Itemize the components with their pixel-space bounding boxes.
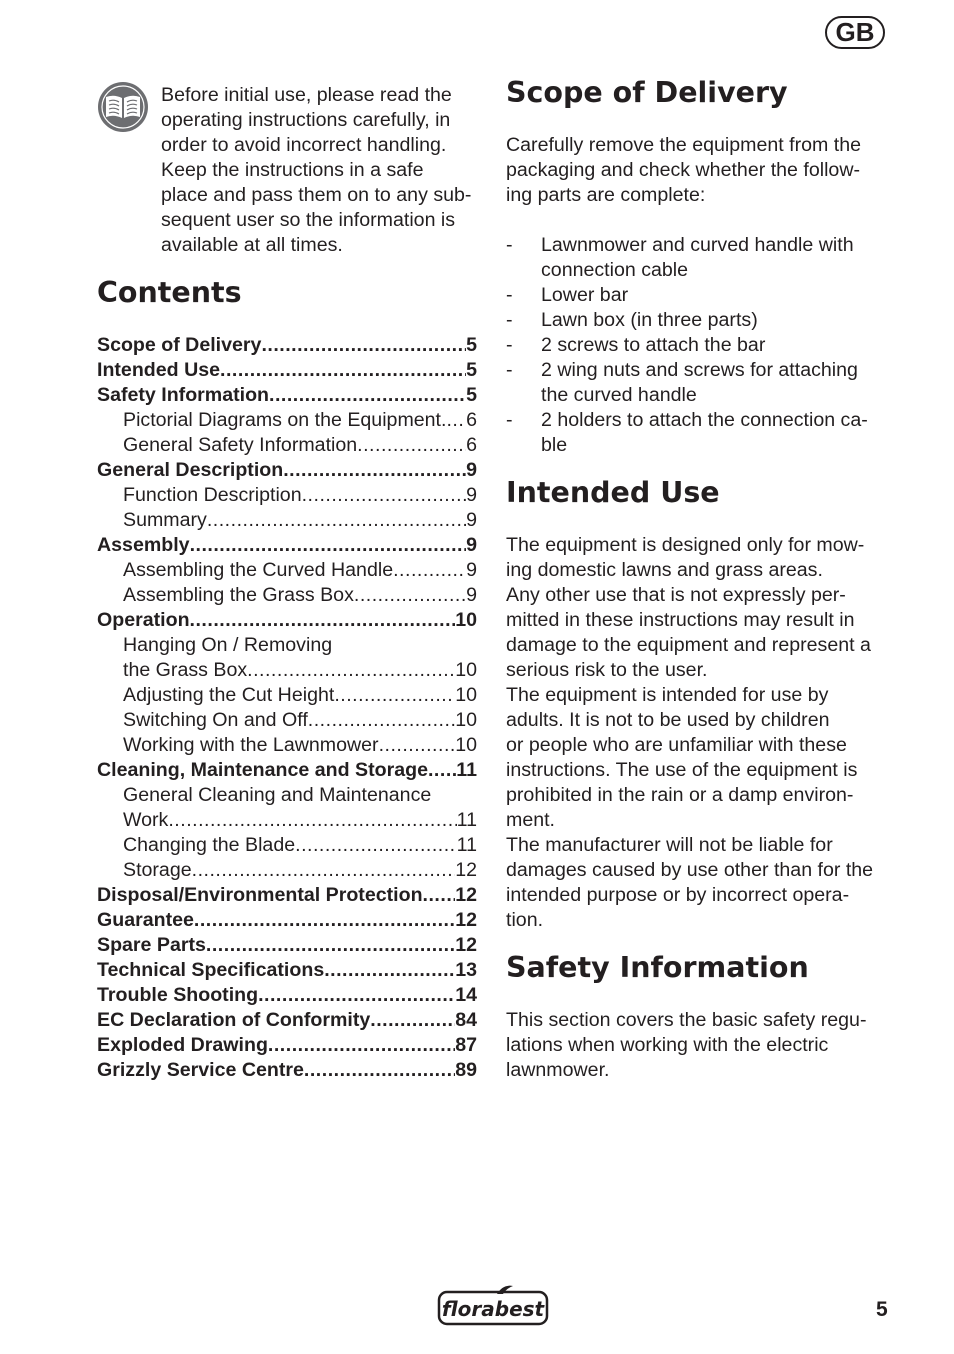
toc-leader-dots (261, 333, 466, 358)
toc-entry-page: 9 (466, 459, 477, 481)
toc-entry[interactable] (97, 683, 477, 708)
scope-list-item-line: connection cable (541, 259, 689, 281)
toc-leader-dots (258, 983, 455, 1008)
safety-line: lawnmower. (506, 1059, 610, 1081)
intended-use-line: prohibited in the rain or a damp environ- (506, 784, 854, 806)
intended-use-line: Any other use that is not expressly per- (506, 584, 846, 606)
toc-entry-title: Trouble Shooting (97, 984, 259, 1006)
intro-line: order to avoid incorrect handling. (161, 134, 447, 156)
intro-line: place and pass them on to any sub- (161, 184, 472, 206)
svg-text:florabest: florabest (441, 1297, 545, 1321)
intro-line: available at all times. (161, 234, 343, 256)
toc-entry-title: Disposal/Environmental Protection (97, 884, 423, 906)
toc-entry-title: Exploded Drawing (97, 1034, 268, 1056)
list-bullet-dash: - (506, 334, 513, 356)
intro-line: Keep the instructions in a safe (161, 159, 424, 181)
toc-entry-page: 12 (455, 884, 477, 906)
scope-list-item-text (541, 358, 858, 408)
toc-leader-dots (194, 908, 455, 933)
toc-entry-title: Intended Use (97, 359, 221, 381)
scope-list-item (506, 308, 906, 333)
toc-entry-title: Guarantee (97, 909, 194, 931)
scope-intro-line: packaging and check whether the follow- (506, 159, 860, 181)
toc-entry[interactable] (97, 933, 477, 958)
toc-entry-page: 9 (466, 484, 477, 506)
scope-list-item-line: 2 holders to attach the connection ca- (541, 409, 868, 431)
scope-list-item-text (541, 333, 765, 358)
toc-leader-dots (334, 683, 455, 708)
toc-entry-title: Function Description (123, 484, 302, 506)
toc-entry-page: 89 (455, 1059, 477, 1081)
scope-list-item (506, 283, 906, 308)
intended-use-line: damages caused by use other than for the (506, 859, 874, 881)
toc-entry[interactable] (97, 908, 477, 933)
scope-list-item (506, 358, 906, 408)
toc-entry[interactable] (97, 658, 477, 683)
toc-leader-dots (357, 433, 466, 458)
toc-entry-title: Pictorial Diagrams on the Equipment. (123, 409, 447, 431)
intended-use-line: ment. (506, 809, 556, 831)
toc-entry-page: 14 (455, 984, 477, 1006)
scope-list-item-line: Lawn box (in three parts) (541, 309, 758, 331)
intended-use-line: serious risk to the user. (506, 659, 708, 681)
toc-entry-title: Assembling the Grass Box (123, 584, 354, 606)
open-book-icon (97, 81, 149, 133)
toc-entry-title: Storage (123, 859, 192, 881)
toc-entry-page: 5 (466, 359, 477, 381)
scope-intro-line: ing parts are complete: (506, 184, 706, 206)
toc-entry[interactable] (97, 808, 477, 833)
scope-heading: Scope of Delivery (506, 76, 788, 109)
toc-entry[interactable] (97, 408, 477, 433)
scope-list-item (506, 233, 906, 283)
toc-entry[interactable] (97, 883, 477, 908)
toc-entry[interactable] (97, 983, 477, 1008)
toc-leader-dots (428, 758, 456, 783)
toc-entry-page: 11 (456, 834, 477, 856)
toc-entry-title: the Grass Box (123, 659, 248, 681)
toc-leader-dots (370, 1008, 455, 1033)
intended-use-line: mitted in these instructions may result in (506, 609, 855, 631)
toc-entry[interactable] (97, 558, 477, 583)
toc-leader-dots (190, 533, 467, 558)
toc-entry[interactable] (97, 1008, 477, 1033)
language-badge: GB (825, 16, 885, 49)
toc-entry-page: 10 (455, 659, 477, 681)
scope-item-list (506, 233, 906, 458)
intro-line: sequent user so the information is (161, 209, 456, 231)
toc-entry-page: 12 (455, 934, 477, 956)
intended-use-heading: Intended Use (506, 476, 720, 509)
safety-heading: Safety Information (506, 951, 809, 984)
toc-entry[interactable] (97, 958, 477, 983)
toc-entry-title: General Cleaning and Maintenance (123, 784, 432, 806)
toc-leader-dots (247, 658, 455, 683)
intended-use-line: tion. (506, 909, 544, 931)
scope-intro-line: Carefully remove the equipment from the (506, 134, 862, 156)
toc-entry-page: 10 (455, 684, 477, 706)
toc-leader-dots (423, 883, 456, 908)
toc-entry-title: Operation (97, 609, 190, 631)
toc-entry-title: Switching On and Off (123, 709, 308, 731)
toc-entry-title: Assembly (97, 534, 190, 556)
toc-entry[interactable] (97, 608, 477, 633)
toc-entry[interactable] (97, 633, 477, 658)
toc-entry-title: Assembling the Curved Handle (123, 559, 394, 581)
toc-entry-title: Safety Information (97, 384, 270, 406)
toc-entry-page: 5 (466, 384, 477, 406)
toc-leader-dots (207, 508, 466, 533)
list-bullet-dash: - (506, 284, 513, 306)
toc-leader-dots (393, 558, 466, 583)
scope-list-item (506, 408, 906, 458)
toc-leader-dots (268, 1033, 455, 1058)
toc-entry-page: 87 (455, 1034, 477, 1056)
toc-leader-dots (302, 483, 466, 508)
safety-line: lations when working with the electric (506, 1034, 829, 1056)
page-number: 5 (876, 1298, 888, 1321)
toc-leader-dots (206, 933, 455, 958)
intro-text (161, 83, 486, 258)
safety-text (506, 1008, 906, 1083)
toc-leader-dots (308, 708, 455, 733)
scope-list-item-text (541, 308, 758, 333)
toc-entry-page: 11 (456, 759, 477, 781)
toc-entry[interactable] (97, 1058, 477, 1083)
toc-entry[interactable] (97, 433, 477, 458)
toc-entry-page: 12 (455, 859, 477, 881)
toc-leader-dots (379, 733, 456, 758)
toc-leader-dots (192, 858, 456, 883)
toc-leader-dots (269, 383, 466, 408)
toc-entry-page: 11 (456, 809, 477, 831)
intended-use-line: The equipment is designed only for mow- (506, 534, 865, 556)
toc-entry-page: 13 (455, 959, 477, 981)
intended-use-line: The equipment is intended for use by (506, 684, 829, 706)
toc-entry-page: 9 (466, 534, 477, 556)
intended-use-line: adults. It is not to be used by children (506, 709, 830, 731)
intended-use-line: intended purpose or by incorrect opera- (506, 884, 850, 906)
toc-entry[interactable] (97, 758, 477, 783)
toc-entry-title: Work (123, 809, 169, 831)
list-bullet-dash: - (506, 359, 513, 381)
toc-leader-dots (304, 1058, 455, 1083)
toc-entry-page: 9 (466, 509, 477, 531)
toc-leader-dots (354, 583, 466, 608)
scope-list-item-line: 2 screws to attach the bar (541, 334, 766, 356)
toc-entry-title: Adjusting the Cut Height (123, 684, 335, 706)
toc-entry[interactable] (97, 833, 477, 858)
toc-entry[interactable] (97, 483, 477, 508)
toc-entry-page: 5 (466, 334, 477, 356)
toc-leader-dots (283, 458, 466, 483)
toc-leader-dots (446, 408, 466, 433)
toc-entry[interactable] (97, 533, 477, 558)
toc-entry[interactable] (97, 458, 477, 483)
toc-entry-title: Scope of Delivery (97, 334, 262, 356)
toc-leader-dots (295, 833, 457, 858)
toc-entry-page: 9 (466, 559, 477, 581)
toc-entry[interactable] (97, 583, 477, 608)
scope-list-item-text (541, 233, 854, 283)
toc-entry-page: 6 (466, 409, 477, 431)
scope-list-item (506, 333, 906, 358)
toc-entry-title: Grizzly Service Centre (97, 1059, 304, 1081)
toc-leader-dots (324, 958, 455, 983)
toc-entry-title: Summary (123, 509, 207, 531)
scope-intro-text (506, 133, 906, 208)
toc-leader-dots (220, 358, 466, 383)
toc-entry[interactable] (97, 783, 477, 808)
contents-heading: Contents (97, 276, 242, 309)
list-bullet-dash: - (506, 409, 513, 431)
intended-use-text (506, 533, 906, 933)
scope-list-item-line: the curved handle (541, 384, 697, 406)
toc-entry-title: Working with the Lawnmower (123, 734, 379, 756)
table-of-contents (97, 333, 477, 1083)
toc-entry-page: 10 (455, 609, 477, 631)
intro-line: operating instructions carefully, in (161, 109, 451, 131)
toc-entry-title: EC Declaration of Conformity (97, 1009, 371, 1031)
toc-entry-title: General Safety Information (123, 434, 358, 456)
toc-entry-page: 6 (466, 434, 477, 456)
toc-entry[interactable] (97, 1033, 477, 1058)
scope-list-item-line: Lawnmower and curved handle with (541, 234, 854, 256)
toc-entry[interactable] (97, 733, 477, 758)
intro-line: Before initial use, please read the (161, 84, 452, 106)
toc-entry-title: Spare Parts (97, 934, 206, 956)
toc-entry[interactable] (97, 708, 477, 733)
toc-leader-dots (168, 808, 456, 833)
intended-use-line: or people who are unfamiliar with these (506, 734, 847, 756)
scope-list-item-line: 2 wing nuts and screws for attaching (541, 359, 858, 381)
scope-list-item-line: ble (541, 434, 568, 456)
toc-entry[interactable] (97, 508, 477, 533)
safety-line: This section covers the basic safety regu- (506, 1009, 867, 1031)
toc-entry-page: 12 (455, 909, 477, 931)
toc-entry-title: Changing the Blade (123, 834, 296, 856)
toc-entry[interactable] (97, 383, 477, 408)
intended-use-line: The manufacturer will not be liable for (506, 834, 833, 856)
scope-list-item-text (541, 283, 628, 308)
toc-entry-title: Hanging On / Removing (123, 634, 333, 656)
intended-use-line: damage to the equipment and represent a (506, 634, 871, 656)
toc-entry-title: Cleaning, Maintenance and Storage (97, 759, 428, 781)
toc-entry[interactable] (97, 358, 477, 383)
toc-entry-page: 84 (455, 1009, 477, 1031)
toc-entry-page: 9 (466, 584, 477, 606)
intended-use-line: instructions. The use of the equipment is (506, 759, 858, 781)
list-bullet-dash: - (506, 309, 513, 331)
intended-use-line: ing domestic lawns and grass areas. (506, 559, 823, 581)
toc-entry-title: General Description (97, 459, 284, 481)
toc-entry[interactable] (97, 333, 477, 358)
toc-entry-title: Technical Specifications (97, 959, 325, 981)
toc-entry-page: 10 (455, 734, 477, 756)
toc-entry[interactable] (97, 858, 477, 883)
scope-list-item-line: Lower bar (541, 284, 629, 306)
florabest-logo (437, 1282, 549, 1326)
toc-leader-dots (190, 608, 456, 633)
toc-entry-page: 10 (455, 709, 477, 731)
list-bullet-dash: - (506, 234, 513, 256)
scope-list-item-text (541, 408, 868, 458)
